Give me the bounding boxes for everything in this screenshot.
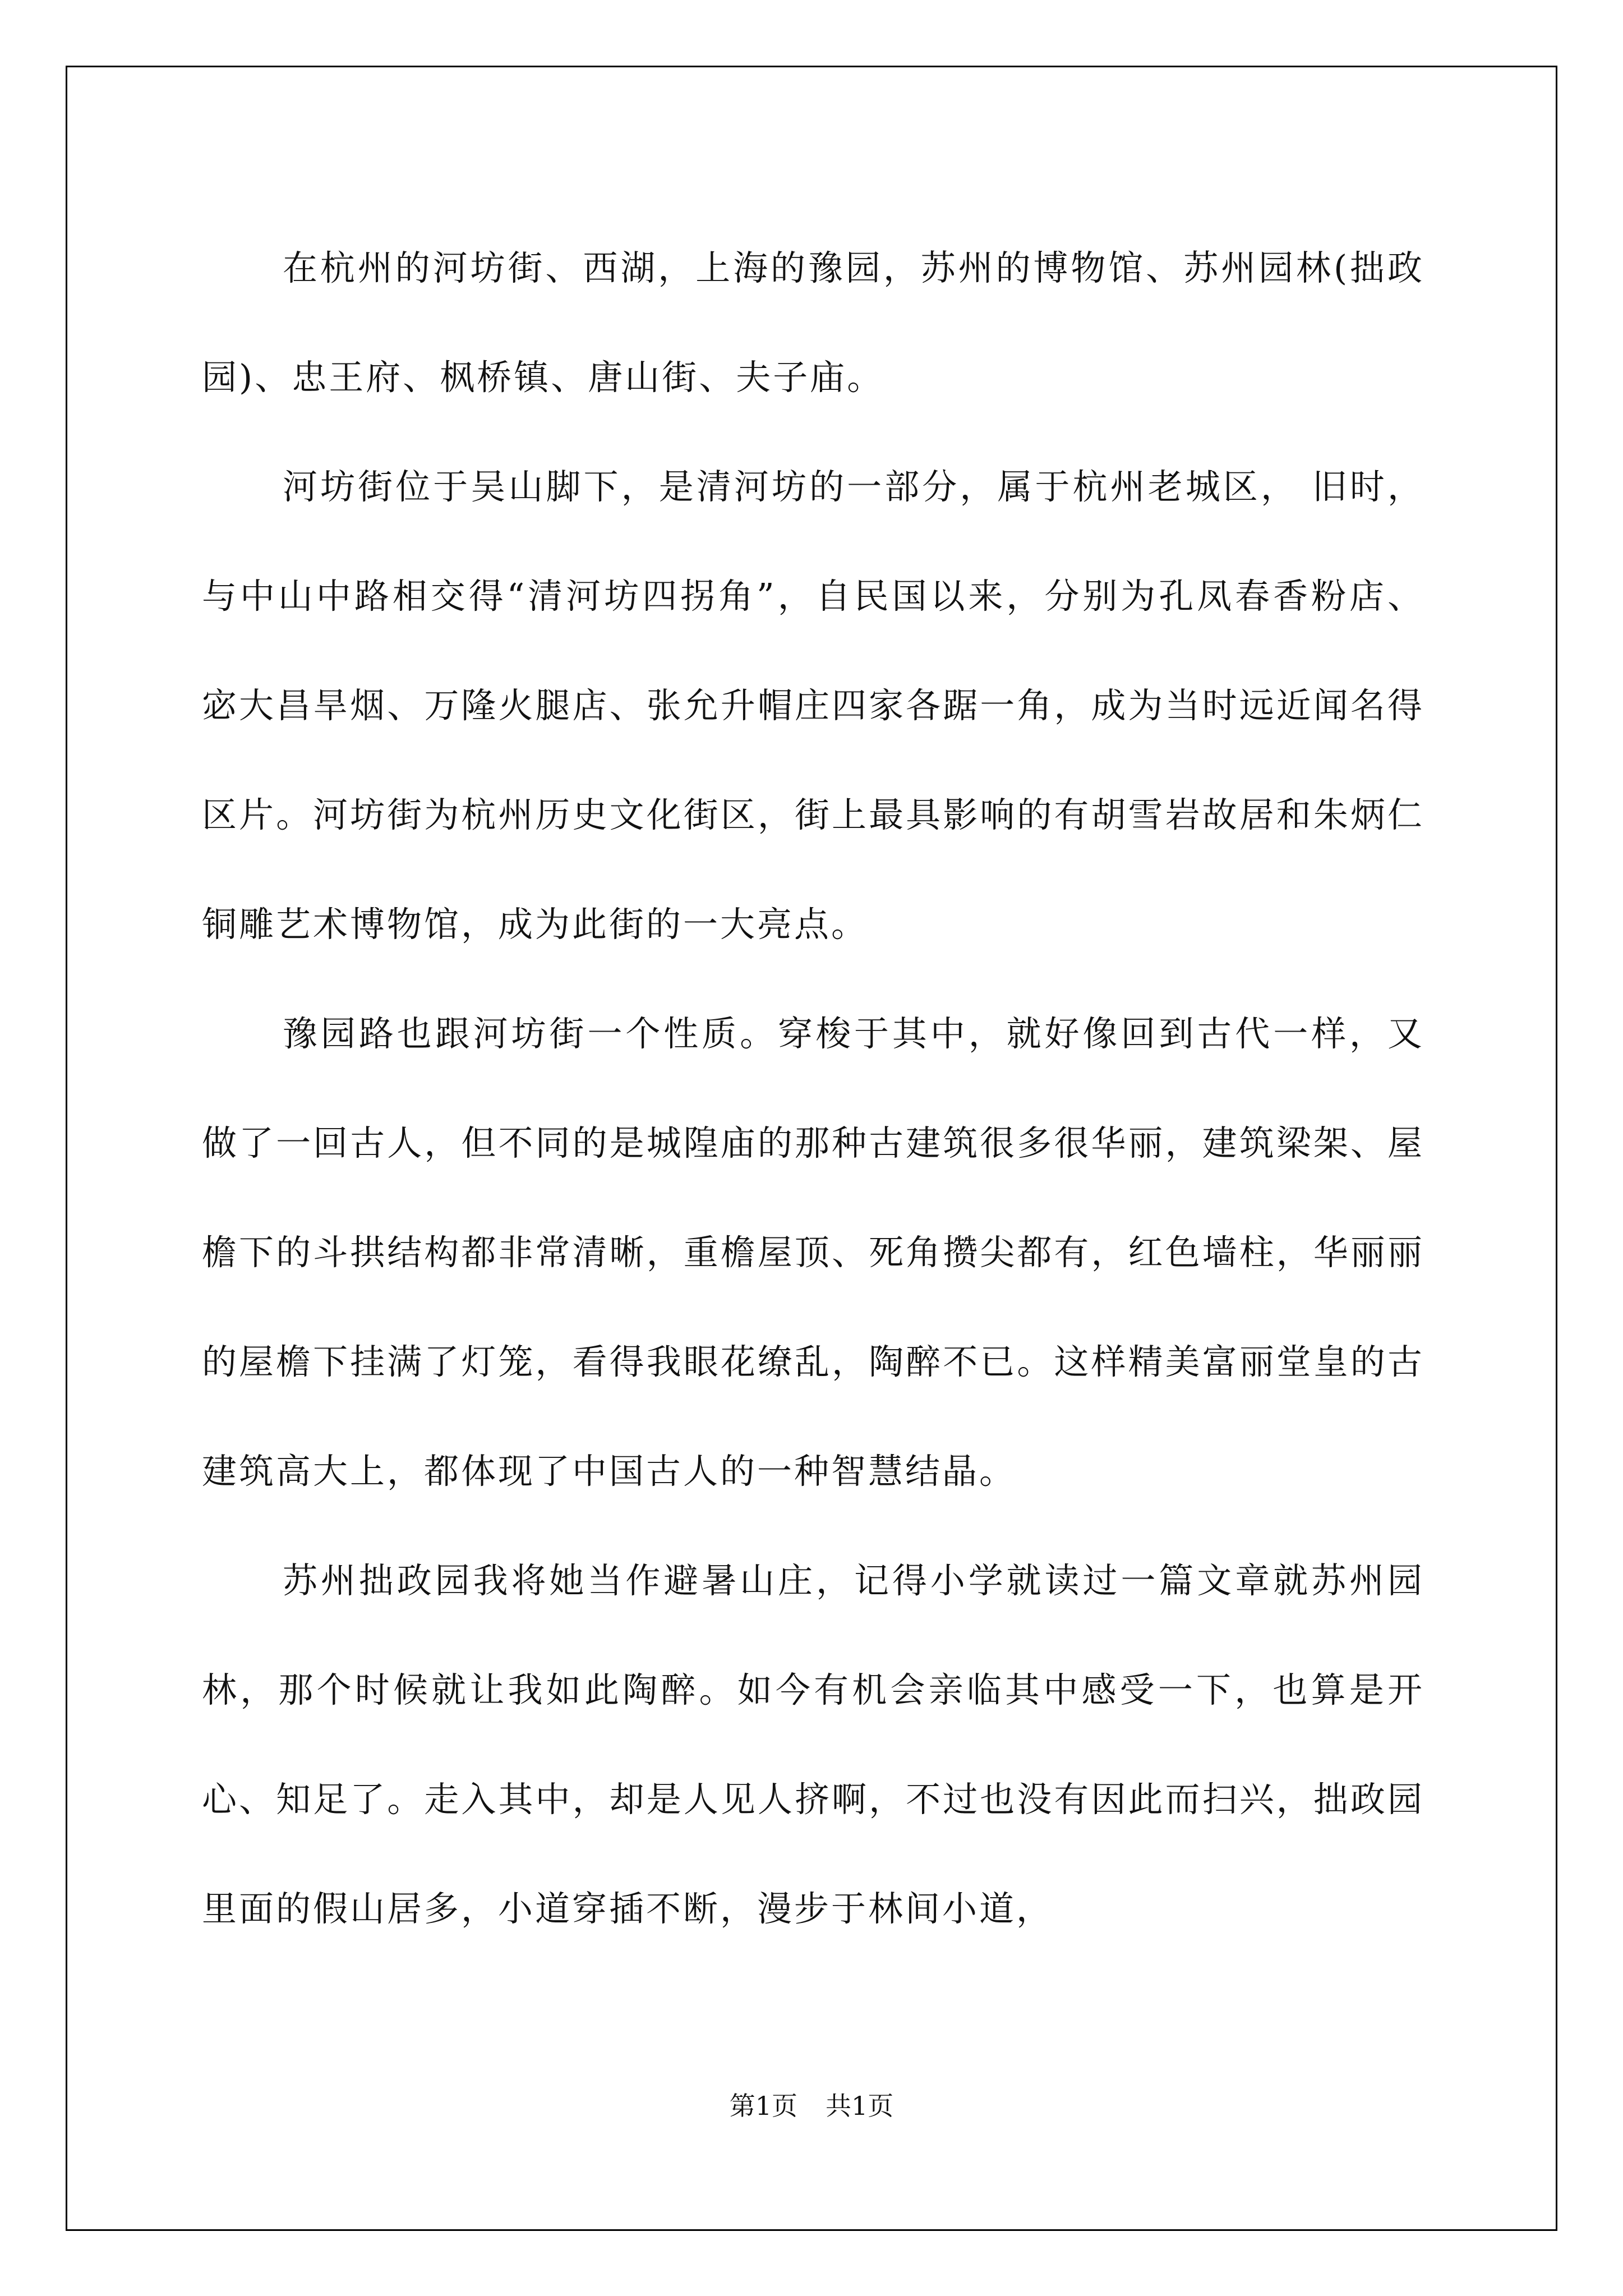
paragraph: 河坊街位于吴山脚下，是清河坊的一部分，属于杭州老城区， 旧时，与中山中路相交得“清河坊四拐角”，自民国以来，分别为孔凤春香粉店、宓大昌旱烟、万隆火腿店、张允升帽庄四家各踞一角，成为当时远近闻名得区片。河坊街为杭州历史文化街区，街上最具影响的有胡雪岩故居和朱炳仁铜雕艺术博物馆，成为此街的一大亮点。 (202, 466, 1424, 945)
paragraph: 苏州拙政园我将她当作避暑山庄，记得小学就读过一篇文章就苏州园林，那个时候就让我如此陶醉。如今有机会亲临其中感受一下，也算是开心、知足了。走入其中，却是人见人挤啊，不过也没有因此而扫兴，拙政园里面的假山居多，小道穿插不断，漫步于林间小道， (202, 1560, 1424, 1929)
document-body (202, 213, 1424, 1963)
paragraph: 豫园路也跟河坊街一个性质。穿梭于其中，就好像回到古代一样，又做了一回古人，但不同的是城隍庙的那种古建筑很多很华丽，建筑梁架、屋檐下的斗拱结构都非常清晰，重檐屋顶、死角攒尖都有，红色墙柱，华丽丽的屋檐下挂满了灯笼，看得我眼花缭乱，陶醉不已。这样精美富丽堂皇的古建筑高大上，都体现了中国古人的一种智慧结晶。 (202, 1013, 1424, 1492)
paragraph: 在杭州的河坊街、西湖，上海的豫园，苏州的博物馆、苏州园林(拙政园)、忠王府、枫桥镇、唐山街、夫子庙。 (202, 247, 1424, 398)
page-footer (0, 2086, 1623, 2123)
page-number: 第1页 (729, 2091, 797, 2121)
page-total: 共1页 (826, 2091, 894, 2121)
